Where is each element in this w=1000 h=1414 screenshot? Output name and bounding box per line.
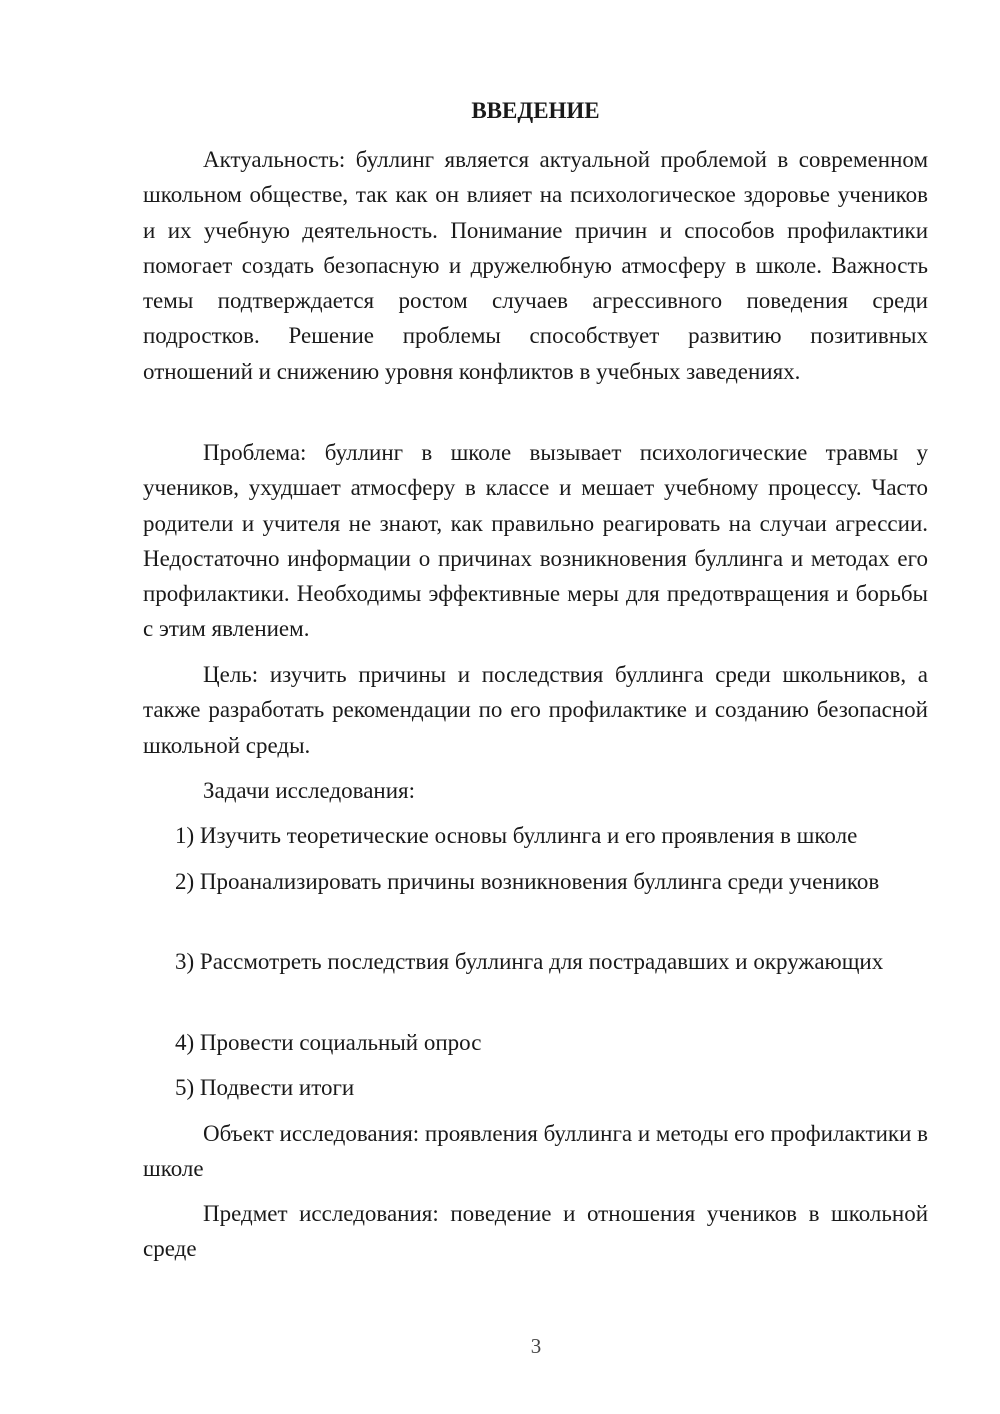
relevance-paragraph: Актуальность: буллинг является актуальной проблемой в современном школьном обществе, так как он влияет на психологическое здоровье учеников и их учебную деятельность. Понимание причин и способов профилактики помогает создать безопасную и дружелюбную атмосферу в школе. Важность темы подтверждается ростом случаев агрессивного поведения среди подростков. Решение проблемы способствует развитию позитивных отношений и снижению уровня конфликтов в учебных заведениях. [143, 147, 928, 384]
task-item-2: 2) Проанализировать причины возникновения буллинга среди учеников [175, 869, 880, 894]
subject-paragraph: Предмет исследования: поведение и отношения учеников в школьной среде [143, 1201, 928, 1262]
section-heading: ВВЕДЕНИЕ [471, 98, 600, 123]
task-item-3: 3) Рассмотреть последствия буллинга для пострадавших и окружающих [175, 949, 884, 974]
tasks-title: Задачи исследования: [203, 778, 416, 803]
task-item-4: 4) Провести социальный опрос [175, 1030, 482, 1055]
task-item-1: 1) Изучить теоретические основы буллинга и его проявления в школе [175, 823, 858, 848]
object-paragraph: Объект исследования: проявления буллинга и методы его профилактики в школе [143, 1121, 929, 1182]
task-item-5: 5) Подвести итоги [175, 1075, 355, 1100]
goal-paragraph: Цель: изучить причины и последствия буллинга среди школьников, а также разработать рекомендации по его профилактике и созданию безопасной школьной среды. [143, 662, 928, 758]
problem-paragraph: Проблема: буллинг в школе вызывает психологические травмы у учеников, ухудшает атмосферу в классе и мешает учебному процессу. Часто родители и учителя не знают, как правильно реагировать на случаи агрессии. Недостаточно информации о причинах возникновения буллинга и методах его профилактики. Необходимы эффективные меры для предотвращения и борьбы с этим явлением. [143, 440, 928, 642]
page-number: 3 [530, 1334, 542, 1358]
